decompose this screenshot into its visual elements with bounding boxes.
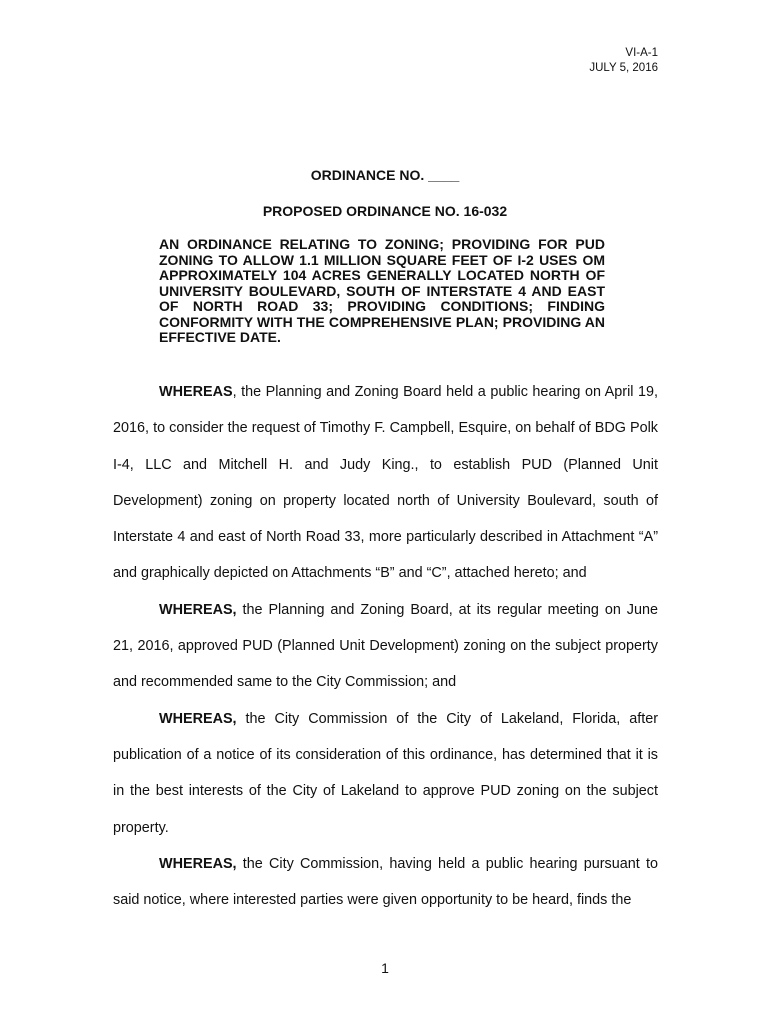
- page-number: 1: [381, 960, 389, 976]
- ordinance-title: ORDINANCE NO. ____: [310, 167, 460, 183]
- whereas-paragraph: [113, 846, 658, 919]
- ordinance-body: [113, 374, 658, 918]
- whereas-paragraph: [113, 701, 658, 846]
- whereas-lead: WHEREAS,: [159, 710, 237, 727]
- whereas-paragraph: [113, 374, 658, 592]
- paragraph-text: , the Planning and Zoning Board held a public hearing on April 19, 2016, to consider the request of Timothy F. Campbell, Esquire, on behalf of BDG Polk I-4, LLC and Mitchell H. and Judy King., to establish PUD (Planned Unit Development) zoning on property located north of University Boulevard, south of Interstate 4 and east of North Road 33, more particularly described in Attachment “A” and graphically depicted on Attachments “B” and “C”, attached hereto; and: [113, 384, 658, 582]
- proposed-ordinance-number: PROPOSED ORDINANCE NO. 16-032: [262, 203, 508, 219]
- paragraph-text: the City Commission, having held a public hearing pursuant to said notice, where interested parties were given opportunity to be heard, finds the: [113, 855, 658, 909]
- paragraph-text: the Planning and Zoning Board, at its regular meeting on June 21, 2016, approved PUD (Planned Unit Development) zoning on the subject property and recommended same to the City Commission; and: [113, 601, 658, 691]
- document-code: VI-A-1: [625, 47, 658, 59]
- whereas-paragraph: [113, 592, 658, 701]
- ordinance-caption: AN ORDINANCE RELATING TO ZONING; PROVIDING FOR PUD ZONING TO ALLOW 1.1 MILLION SQUARE FEET OF I-2 USES OM APPROXIMATELY 104 ACRES GENERALLY LOCATED NORTH OF UNIVERSITY BOULEVARD, SOUTH OF INTERSTATE 4 AND EAST OF NORTH ROAD 33; PROVIDING CONDITIONS; FINDING CONFORMITY WITH THE COMPREHENSIVE PLAN; PROVIDING AN EFFECTIVE DATE.: [159, 236, 605, 345]
- whereas-lead: WHEREAS,: [159, 601, 237, 618]
- whereas-lead: WHEREAS: [159, 384, 233, 400]
- paragraph-text: the City Commission of the City of Lakeland, Florida, after publication of a notice of its consideration of this ordinance, has determined that it is in the best interests of the City of Lakeland to approve PUD zoning on the subject property.: [113, 710, 658, 836]
- page-header: [589, 46, 658, 76]
- document-date: JULY 5, 2016: [589, 62, 658, 74]
- whereas-lead: WHEREAS,: [159, 855, 237, 872]
